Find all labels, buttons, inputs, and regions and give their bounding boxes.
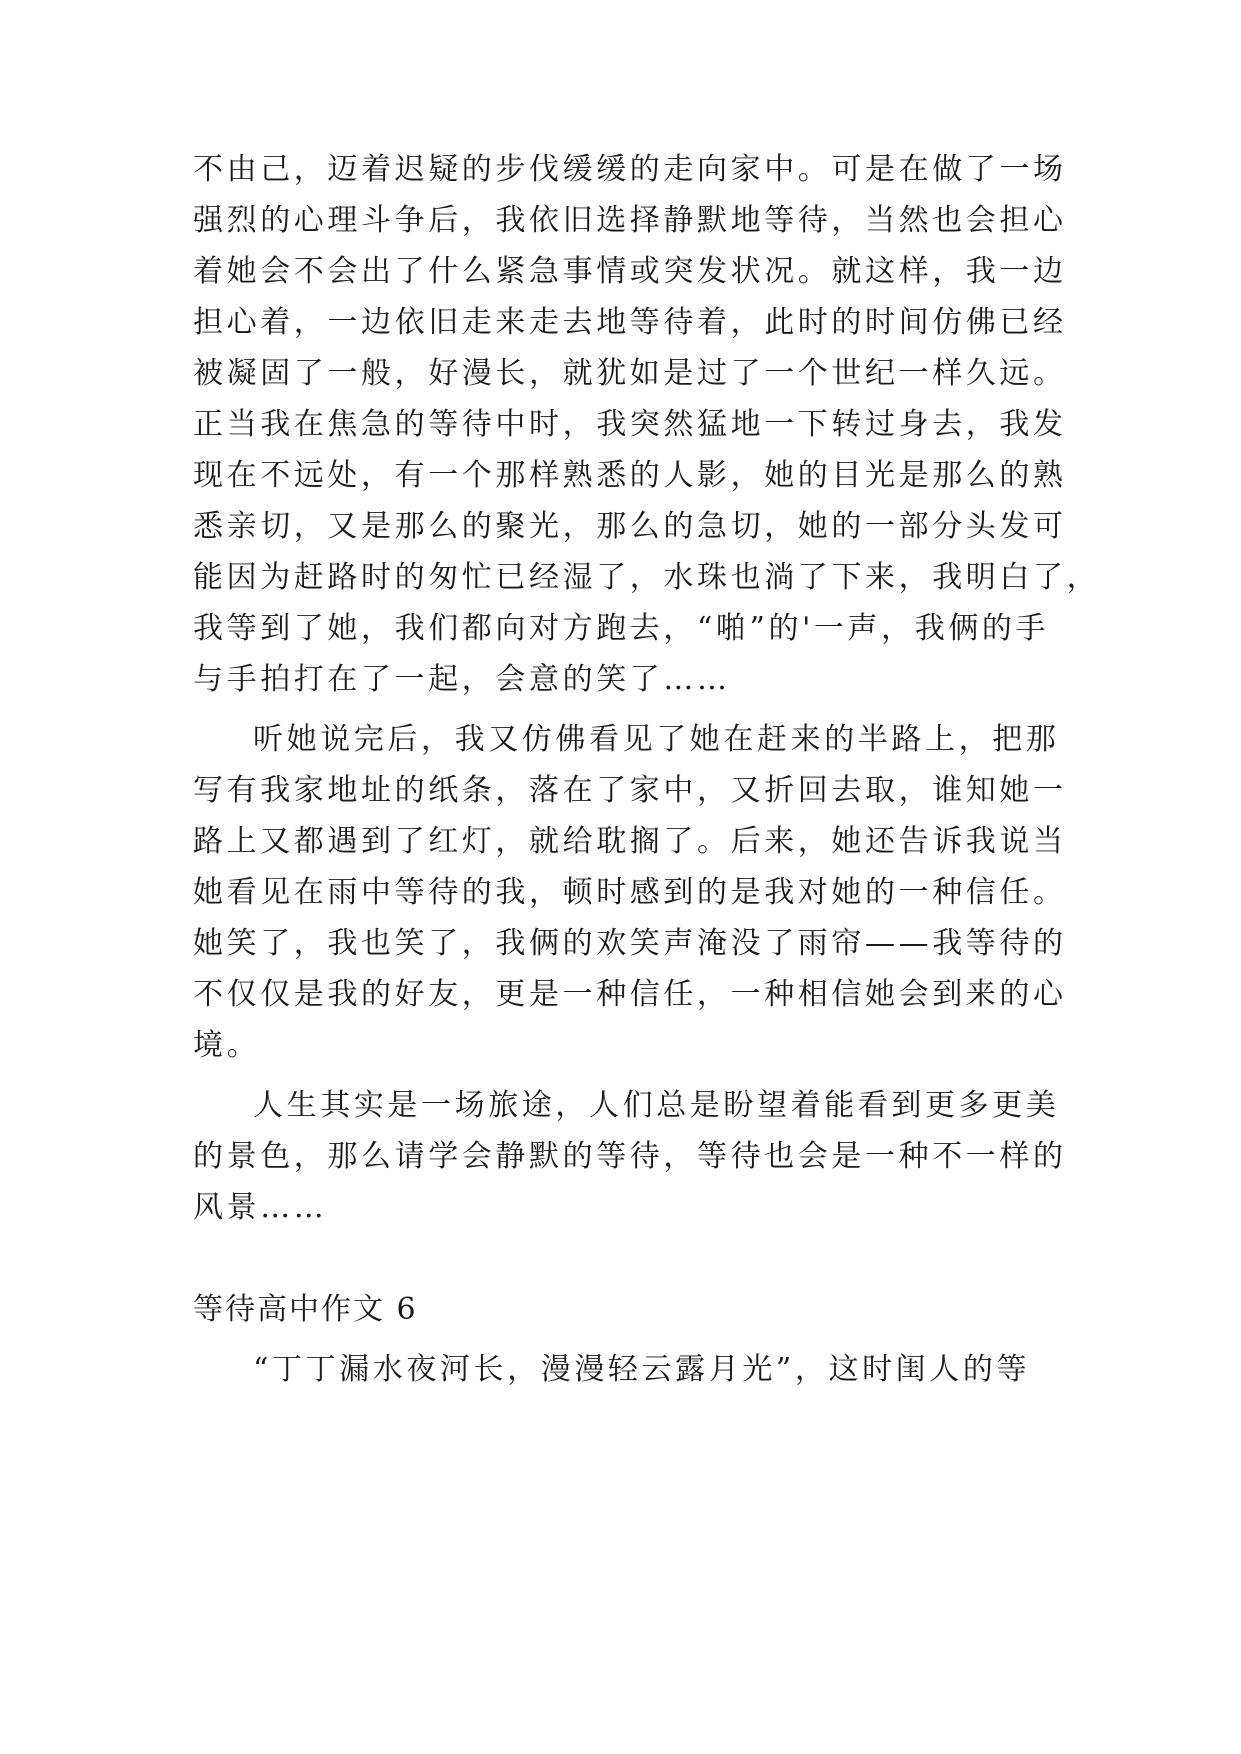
paragraph-line: 被凝固了一般，好漫长，就犹如是过了一个世纪一样久远。	[193, 356, 1067, 391]
paragraph-line: 人生其实是一场旅途，人们总是盼望着能看到更多更美	[253, 1088, 1060, 1123]
paragraph-line: 担心着，一边依旧走来走去地等待着，此时的时间仿佛已经	[193, 305, 1067, 340]
paragraph-line: 与手拍打在了一起，会意的笑了……	[193, 662, 731, 697]
paragraph-line: 我等到了她，我们都向对方跑去，“啪”的'一声，我俩的手	[193, 611, 1050, 646]
section-heading: 等待高中作文 6	[193, 1292, 418, 1327]
paragraph-line: “丁丁漏水夜河长，漫漫轻云露月光”，这时闺人的等	[253, 1352, 1031, 1387]
paragraph-line: 着她会不会出了什么紧急事情或突发状况。就这样，我一边	[193, 254, 1067, 289]
paragraph-line: 的景色，那么请学会静默的等待，等待也会是一种不一样的	[193, 1139, 1067, 1174]
paragraph-line: 不由己，迈着迟疑的步伐缓缓的走向家中。可是在做了一场	[193, 152, 1067, 187]
paragraph-line: 现在不远处，有一个那样熟悉的人影，她的目光是那么的熟	[193, 458, 1067, 493]
paragraph-line: 听她说完后，我又仿佛看见了她在赶来的半路上，把那	[253, 722, 1060, 757]
paragraph-line: 不仅仅是我的好友，更是一种信任，一种相信她会到来的心	[193, 977, 1067, 1012]
paragraph-line: 强烈的心理斗争后，我依旧选择静默地等待，当然也会担心	[193, 203, 1067, 238]
paragraph-line: 悉亲切，又是那么的聚光，那么的急切，她的一部分头发可	[193, 509, 1067, 544]
paragraph-line: 路上又都遇到了红灯，就给耽搁了。后来，她还告诉我说当	[193, 824, 1067, 859]
paragraph-line: 能因为赶路时的匆忙已经湿了，水珠也淌了下来，我明白了，	[193, 560, 1101, 595]
paragraph-line: 写有我家地址的纸条，落在了家中，又折回去取，谁知她一	[193, 773, 1067, 808]
paragraph-line: 她笑了，我也笑了，我俩的欢笑声淹没了雨帘——我等待的	[193, 926, 1067, 961]
paragraph-line: 境。	[193, 1028, 261, 1063]
paragraph-line: 正当我在焦急的等待中时，我突然猛地一下转过身去，我发	[193, 407, 1067, 442]
paragraph-line: 风景……	[193, 1190, 328, 1225]
paragraph-line: 她看见在雨中等待的我，顿时感到的是我对她的一种信任。	[193, 875, 1067, 910]
